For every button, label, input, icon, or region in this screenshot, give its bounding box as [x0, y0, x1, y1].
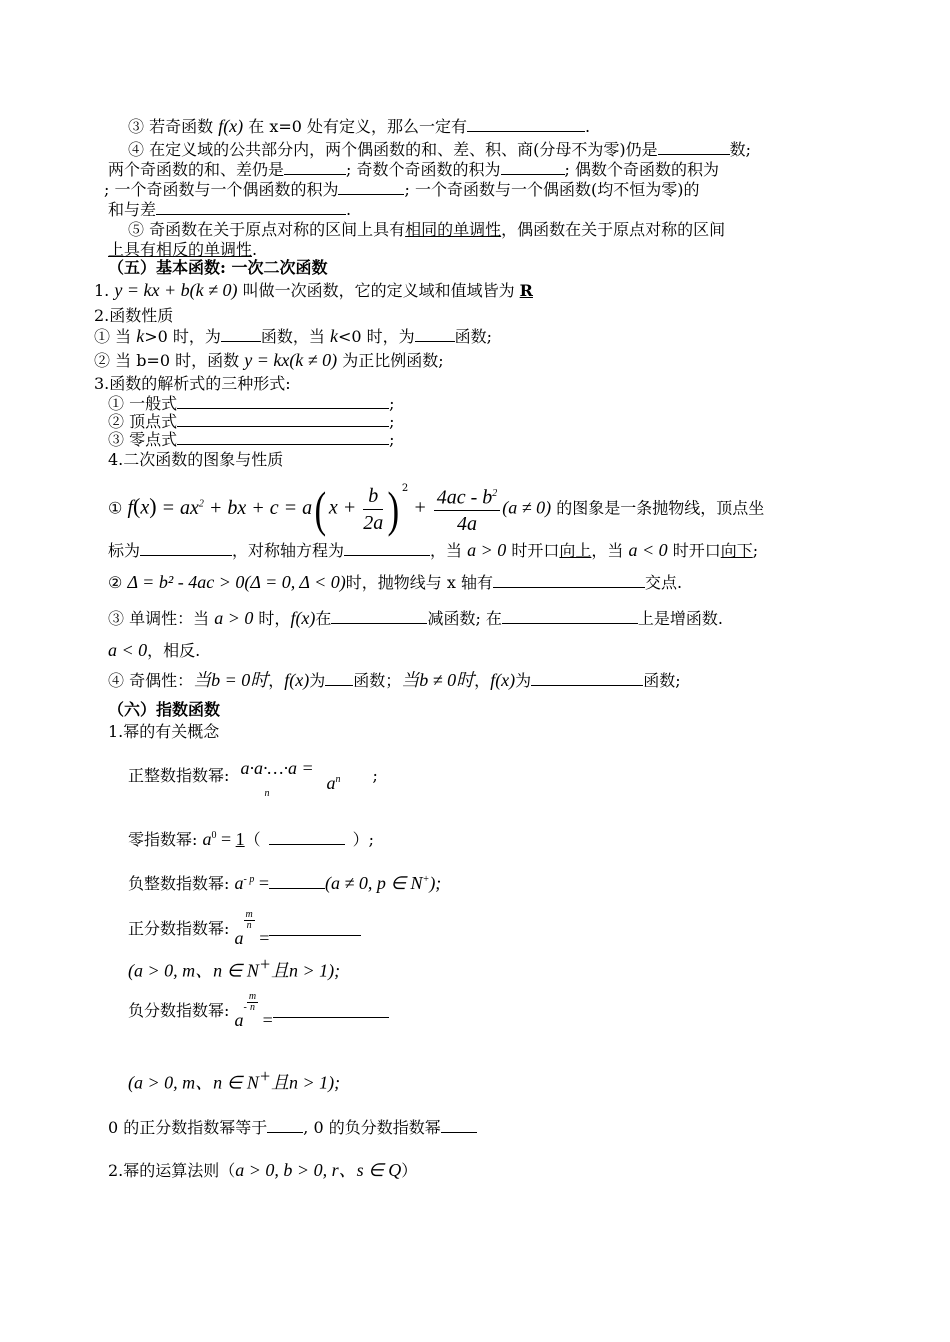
pos-frac-condition	[128, 954, 340, 981]
property-line1	[94, 326, 492, 347]
item-text: （	[244, 830, 261, 849]
blank	[531, 671, 643, 686]
item-text: 标为	[108, 541, 141, 560]
property-line2	[94, 350, 444, 371]
vertex-axis-line	[108, 540, 758, 561]
item-text: ;	[389, 394, 395, 413]
item-text: 为	[515, 671, 532, 690]
math-expr: );	[429, 873, 442, 893]
item-text: ① 当	[94, 327, 137, 346]
item-text: ;	[389, 430, 395, 449]
item-text: ② 顶点式	[108, 412, 178, 431]
underlined-text: 上具有相反的单调性	[108, 240, 253, 259]
math-var: a	[326, 773, 336, 793]
underlined-text: 1	[235, 829, 245, 849]
paren: )	[387, 481, 400, 538]
item-text: 2.幂的运算法则（	[108, 1161, 236, 1180]
math-var: a	[234, 873, 244, 893]
monotonic-item-line2	[108, 240, 257, 260]
item-text: ③ 若奇函数	[128, 117, 219, 136]
form-vertex	[108, 412, 394, 432]
subheading: 4.二次函数的图象与性质	[108, 450, 284, 469]
linear-function-def	[94, 280, 533, 301]
monotonicity-line2	[108, 640, 200, 661]
real-set-symbol: R	[519, 281, 533, 300]
item-label: 正整数指数幂:	[128, 766, 230, 785]
blank	[140, 541, 232, 556]
math-var: a	[234, 1010, 244, 1030]
item-text: 叫做一次函数，它的定义域和值域皆为	[237, 281, 520, 300]
fraction: $\frac{4ac - b^2}{4a}$	[434, 481, 501, 538]
item-text: 在 x=0 处有定义，那么一定有	[243, 117, 468, 136]
math-expr: f(x)	[284, 670, 310, 690]
item-text: 为正比例函数;	[337, 351, 444, 370]
item-text: .	[252, 240, 258, 259]
item-text: ④ 在定义域的公共部分内，两个偶函数的和、差、积、商(分母不为零)仍是	[128, 140, 658, 159]
math-expr	[325, 873, 441, 893]
fraction-exponent	[247, 992, 258, 1013]
math-expr: =	[258, 1010, 273, 1030]
item-text: .	[346, 200, 352, 219]
pos-frac-exponent	[128, 909, 361, 948]
math-expr: =	[216, 829, 236, 849]
item-text: <0 时，为	[337, 327, 415, 346]
item-text: ; 一个奇函数与一个偶函数的积为	[104, 180, 339, 199]
neg-frac-exponent	[128, 991, 389, 1030]
exponent: +	[258, 954, 271, 974]
item-text: ;	[389, 412, 395, 431]
parity-line	[108, 670, 681, 691]
item-text: ; 一个奇函数与一个偶函数(均不恒为零)的	[404, 180, 700, 199]
math-var: x	[140, 496, 150, 519]
math-expr: = $ax^2$ + bx + c = a	[156, 496, 313, 519]
math-var: x +	[328, 496, 362, 519]
item-label: 零指数幂:	[128, 830, 198, 849]
item-text: 和与差	[108, 200, 157, 219]
item-text: 两个奇函数的和、差仍是	[108, 160, 285, 179]
blank	[501, 160, 565, 175]
item-text: >0 时，为	[144, 327, 221, 346]
item-text: ，	[474, 671, 491, 690]
math-expr: 当b = 0时	[193, 670, 269, 690]
paren: (	[133, 493, 141, 519]
blank	[441, 1118, 477, 1133]
item-text: 时，抛物线与 x 轴有	[345, 573, 493, 592]
subheading: 3.函数的解析式的三种形式:	[94, 374, 291, 393]
math-expr: =	[254, 873, 269, 893]
numerator: m	[245, 909, 253, 920]
neg-int-exponent	[128, 870, 441, 894]
subheading: 2.函数性质	[94, 306, 174, 325]
paren: )	[149, 493, 157, 519]
blank	[415, 327, 455, 342]
math-expr: f(x)	[218, 116, 244, 136]
item-text: ② 当	[94, 351, 137, 370]
item-text: 在	[315, 609, 332, 628]
item-text: , 0 的负分数指数幂	[303, 1118, 441, 1137]
underlined-text: 向上	[559, 541, 592, 560]
math-expr: (a > 0, m、n ∈ N	[128, 1072, 259, 1093]
blank	[658, 140, 730, 155]
math-expr: (a ≠ 0, p ∈ N	[325, 873, 423, 893]
math-expr: =	[254, 928, 270, 948]
math-expr: y = kx(k ≠ 0)	[244, 350, 338, 370]
even-odd-item-line2	[108, 160, 719, 180]
neg-frac-condition	[128, 1066, 340, 1093]
blank	[284, 160, 346, 175]
pos-int-exponent	[128, 758, 378, 799]
form-zero	[108, 430, 394, 450]
fraction-exponent	[244, 910, 255, 931]
math-expr: a > 0, b > 0, r、s ∈ Q	[235, 1160, 402, 1180]
item-text: ，对称轴方程为	[232, 541, 345, 560]
math-var: k	[136, 326, 145, 346]
item-text: 时开口	[667, 541, 721, 560]
math-sub: n	[264, 788, 270, 799]
power-rules-heading	[108, 1160, 417, 1181]
item-text: ;	[372, 766, 378, 785]
exponent: n	[335, 774, 341, 785]
blank	[273, 1003, 389, 1018]
math-expr: 当b ≠ 0时	[401, 670, 475, 690]
blank	[177, 412, 389, 427]
product-expr	[235, 758, 355, 799]
item-text: b=0 时，函数	[136, 351, 245, 370]
blank	[331, 609, 427, 624]
math-var: k	[329, 326, 338, 346]
blank	[269, 921, 361, 936]
item-text: ②	[108, 573, 128, 592]
zero-exponent	[128, 826, 374, 850]
paren: (	[314, 481, 327, 538]
blank	[221, 327, 261, 342]
item-text: 数;	[729, 140, 751, 159]
blank	[177, 430, 389, 445]
denominator: n	[249, 1002, 255, 1013]
math-expr: (a > 0, m、n ∈ N	[128, 960, 259, 981]
item-text: 时，	[253, 609, 291, 628]
exponent: +	[422, 874, 430, 885]
section-title: （五）基本函数: 一次二次函数	[108, 258, 328, 277]
item-text: 函数;	[643, 671, 681, 690]
subheading: 1.幂的有关概念	[108, 722, 220, 741]
math-expr: a·a·…·a =	[240, 758, 314, 778]
quadratic-formula: f	[127, 496, 133, 519]
quadratic-vertex-form	[108, 476, 764, 536]
math-expr: 且n > 1);	[270, 1072, 341, 1093]
zero-power-line	[108, 1118, 477, 1138]
blank	[269, 830, 345, 845]
item-label: 正分数指数幂:	[128, 919, 230, 938]
form-general	[108, 394, 394, 414]
item-label: 负分数指数幂:	[128, 1001, 230, 1020]
item-text: ; 偶数个奇函数的积为	[564, 160, 719, 179]
item-label: 负整数指数幂:	[128, 874, 230, 893]
item-text: ）;	[352, 830, 375, 849]
blank	[493, 573, 645, 588]
math-expr	[327, 770, 341, 793]
blank	[467, 117, 585, 132]
item-text: .	[585, 117, 591, 136]
item-text: 时开口	[506, 541, 560, 560]
item-text: 交点.	[645, 573, 683, 592]
blank	[325, 671, 353, 686]
math-expr: f(x)	[290, 608, 316, 628]
numerator: m	[248, 991, 257, 1002]
monotonic-item-line1	[128, 220, 725, 240]
math-expr: (a ≠ 0)	[502, 497, 552, 518]
blank	[344, 541, 430, 556]
blank	[269, 874, 325, 889]
math-expr: a > 0	[214, 608, 254, 628]
item-text: ，偶函数在关于原点对称的区间	[501, 220, 726, 239]
blank	[502, 609, 638, 624]
even-odd-item-line4	[108, 200, 351, 220]
item-text: 为	[309, 671, 326, 690]
exponent: +	[258, 1066, 271, 1086]
fraction: $\frac{b}{2a}$	[363, 484, 384, 534]
item-text: ①	[108, 498, 128, 518]
math-var: a	[234, 928, 244, 948]
exponent: 2	[401, 483, 409, 495]
math-expr: a < 0	[628, 540, 668, 560]
math-expr: a < 0	[108, 640, 148, 660]
item-text: ，当	[591, 541, 629, 560]
item-text: ③ 零点式	[108, 430, 178, 449]
underlined-text: 相同的单调性	[405, 220, 502, 239]
item-text: ）	[401, 1161, 418, 1180]
item-text: ⑤ 奇函数在关于原点对称的区间上具有	[128, 220, 406, 239]
math-expr	[203, 829, 217, 849]
even-odd-item-line3	[104, 180, 699, 200]
exponent: 0	[211, 830, 217, 841]
blank	[156, 200, 346, 215]
monotonicity-line	[108, 608, 723, 629]
item-text: ① 一般式	[108, 394, 178, 413]
item-number: 1.	[94, 281, 115, 300]
item-text: ，当	[430, 541, 468, 560]
underlined-text: 向下	[720, 541, 753, 560]
item-text: 函数，当	[260, 327, 330, 346]
blank	[177, 394, 389, 409]
math-expr: a > 0	[467, 540, 507, 560]
math-var: a	[202, 829, 212, 849]
discriminant-line	[108, 572, 682, 593]
minus-sign: -	[243, 1002, 247, 1013]
item-text: 上是增函数.	[637, 609, 724, 628]
item-text: 减函数; 在	[427, 609, 502, 628]
math-expr: 且n > 1);	[270, 960, 341, 981]
denominator: n	[246, 920, 252, 931]
item-text: 的图象是一条抛物线，顶点坐	[551, 498, 765, 518]
section-title: （六）指数函数	[108, 700, 221, 719]
math-expr	[235, 873, 255, 893]
item-text: ④ 奇偶性：	[108, 671, 194, 690]
item-text: ③ 单调性：当	[108, 609, 215, 628]
math-expr: +	[408, 496, 432, 519]
blank	[338, 180, 404, 195]
item-text: ; 奇数个奇函数的积为	[346, 160, 501, 179]
math-expr: y = kx + b(k ≠ 0)	[114, 280, 238, 300]
item-text: ，	[268, 671, 285, 690]
item-text: 函数;	[454, 327, 493, 346]
math-expr: f(x)	[490, 670, 516, 690]
item-text: 0 的正分数指数幂等于	[108, 1118, 268, 1137]
item-text: ;	[752, 541, 759, 560]
item-text: ，相反.	[147, 641, 201, 660]
item-text: 函数；	[353, 671, 402, 690]
odd-function-item	[128, 116, 590, 137]
exponent: - p	[243, 874, 255, 885]
math-expr: Δ = b² - 4ac > 0(Δ = 0, Δ < 0)	[127, 572, 346, 592]
blank	[267, 1118, 303, 1133]
even-odd-item-line1	[128, 140, 751, 160]
